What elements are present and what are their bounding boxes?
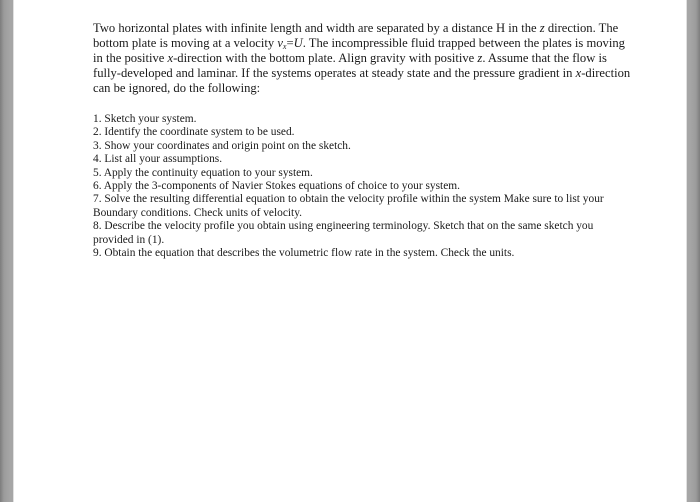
- var-U: U: [293, 36, 303, 50]
- var-z: z: [477, 51, 483, 65]
- task-item: 6. Apply the 3-components of Navier Stokes equations of choice to your system.: [93, 180, 460, 193]
- intro-text: . The incompressible fluid trapped between the plates is moving in the positive: [93, 36, 625, 65]
- var-x: x: [575, 66, 582, 80]
- intro-text: -direction can be ignored, do the following:: [93, 66, 631, 95]
- task-item: 9. Obtain the equation that describes the volumetric flow rate in the system. Check the units.: [93, 247, 515, 260]
- intro-text: direction. The bottom plate is moving at a velocity: [93, 21, 619, 50]
- document-page: [13, 0, 687, 502]
- task-item: 5. Apply the continuity equation to your system.: [93, 166, 313, 179]
- task-list: [93, 113, 633, 260]
- var-z: z: [539, 21, 545, 35]
- intro-text: Two horizontal plates with infinite length and width are separated by a distance H in the: [93, 21, 540, 35]
- task-item: 2. Identify the coordinate system to be used.: [93, 126, 295, 139]
- task-item: 4. List all your assumptions.: [93, 153, 223, 166]
- task-item: 7. Solve the resulting differential equation to obtain the velocity profile within the system Make sure to list your Boundary conditions. Check units of velocity.: [93, 193, 604, 219]
- intro-text: -direction with the bottom plate. Align gravity with positive: [173, 51, 478, 65]
- task-item: 1. Sketch your system.: [93, 113, 197, 125]
- intro-text: . Assume that the flow is fully-developed and laminar. If the systems operates at steady state and the pressure gradient in: [93, 51, 607, 80]
- task-item: 3. Show your coordinates and origin point on the sketch.: [93, 139, 351, 152]
- task-item: 8. Describe the velocity profile you obtain using engineering terminology. Sketch that on the same sketch you provided in (1).: [93, 220, 594, 246]
- var-x: x: [167, 51, 174, 65]
- var-v-subscript: x: [282, 42, 287, 51]
- var-v: v: [277, 36, 283, 50]
- equals-sign: =: [286, 36, 294, 50]
- problem-intro: [93, 21, 633, 96]
- problem-statement: [93, 21, 633, 260]
